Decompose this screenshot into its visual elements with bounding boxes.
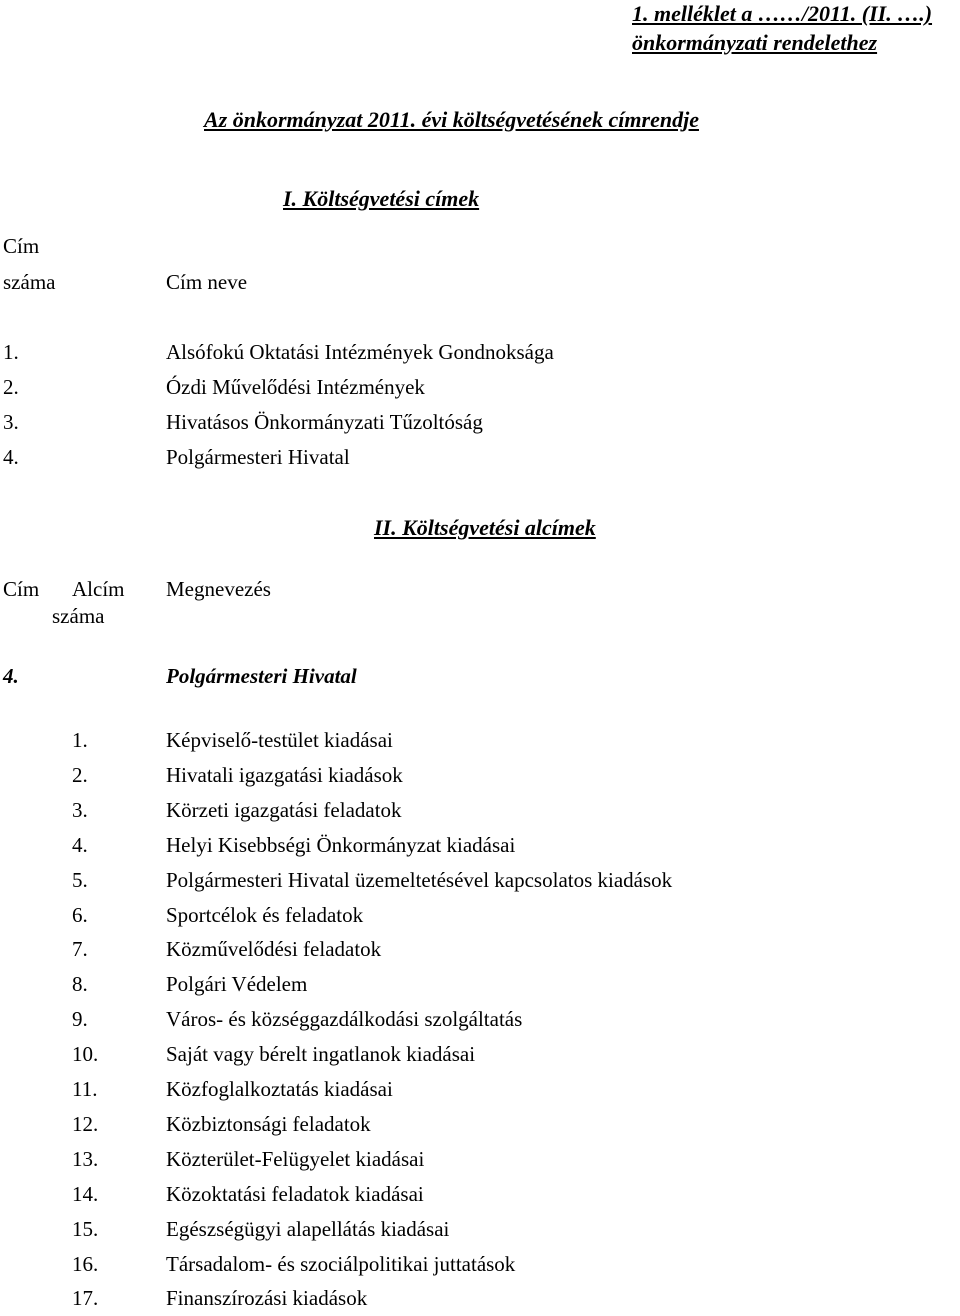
section-2-item: [0, 868, 960, 898]
section-2-item-name: Saját vagy bérelt ingatlanok kiadásai: [166, 1042, 476, 1066]
section-1-item-name: Alsófokú Oktatási Intézmények Gondnoksága: [166, 340, 554, 364]
section-1-item-name: Ózdi Művelődési Intézmények: [166, 375, 425, 399]
section-1-col-number-line2: száma: [3, 270, 56, 294]
section-2-col-alcim: Alcím: [72, 577, 125, 601]
section-2-item-number: 13.: [72, 1147, 99, 1171]
section-1-item-name: Polgármesteri Hivatal: [166, 445, 350, 469]
section-2-item-name: Körzeti igazgatási feladatok: [166, 798, 402, 822]
section-2-group-number: 4.: [3, 664, 19, 688]
section-1-item: [0, 340, 960, 370]
section-1-item: [0, 375, 960, 405]
section-1-item-number: 2.: [3, 375, 19, 399]
section-2-item-name: Polgármesteri Hivatal üzemeltetésével kapcsolatos kiadások: [166, 868, 673, 892]
section-2-item-number: 17.: [72, 1286, 99, 1310]
section-2-item-number: 2.: [72, 763, 88, 787]
section-2-item: [0, 937, 960, 967]
section-2-item-number: 16.: [72, 1252, 99, 1276]
section-2-item-number: 9.: [72, 1007, 88, 1031]
section-2-item-name: Egészségügyi alapellátás kiadásai: [166, 1217, 450, 1241]
section-2-item-name: Közbiztonsági feladatok: [166, 1112, 371, 1136]
section-1-item: [0, 410, 960, 440]
section-1-col-number-line1: Cím: [3, 234, 40, 258]
section-2-item-number: 5.: [72, 868, 88, 892]
section-2-item: [0, 1217, 960, 1247]
section-1-item-name: Hivatásos Önkormányzati Tűzoltóság: [166, 410, 483, 434]
section-2-group-name: Polgármesteri Hivatal: [166, 664, 357, 688]
section-2-item-number: 10.: [72, 1042, 99, 1066]
section-2-item: [0, 1286, 960, 1316]
section-1-item: [0, 445, 960, 475]
section-2-item: [0, 1042, 960, 1072]
section-2-item-number: 3.: [72, 798, 88, 822]
section-2-item-number: 6.: [72, 903, 88, 927]
section-2-col-cim: Cím: [3, 577, 40, 601]
section-2-item-number: 7.: [72, 937, 88, 961]
section-2-item-name: Hivatali igazgatási kiadások: [166, 763, 403, 787]
annex-line-1: 1. melléklet a ……/2011. (II. ….): [632, 1, 933, 26]
section-1-col-name: Cím neve: [166, 270, 248, 294]
section-2-item-name: Közoktatási feladatok kiadásai: [166, 1182, 424, 1206]
section-1-heading: I. Költségvetési címek: [283, 186, 480, 211]
section-2-item: [0, 972, 960, 1002]
section-2-item: [0, 1252, 960, 1282]
section-2-col-szama: száma: [52, 604, 105, 628]
annex-line-2: önkormányzati rendelethez: [632, 30, 878, 55]
section-2-item-name: Képviselő-testület kiadásai: [166, 728, 393, 752]
section-2-item: [0, 1007, 960, 1037]
section-2-item-number: 15.: [72, 1217, 99, 1241]
section-2-col-name: Megnevezés: [166, 577, 271, 601]
section-2-item-name: Polgári Védelem: [166, 972, 308, 996]
section-2-item-name: Város- és községgazdálkodási szolgáltatás: [166, 1007, 523, 1031]
section-1-item-number: 1.: [3, 340, 19, 364]
section-2-item: [0, 798, 960, 828]
section-2-item-name: Helyi Kisebbségi Önkormányzat kiadásai: [166, 833, 516, 857]
section-2-item-name: Finanszírozási kiadások: [166, 1286, 368, 1310]
section-2-item: [0, 833, 960, 863]
section-2-item-number: 4.: [72, 833, 88, 857]
section-2-heading: II. Költségvetési alcímek: [374, 515, 596, 540]
section-2-item-name: Közművelődési feladatok: [166, 937, 382, 961]
section-2-item: [0, 1147, 960, 1177]
section-2-item-name: Közterület-Felügyelet kiadásai: [166, 1147, 425, 1171]
section-2-item: [0, 1112, 960, 1142]
section-2-item-number: 1.: [72, 728, 88, 752]
section-2-item: [0, 763, 960, 793]
section-2-item-number: 14.: [72, 1182, 99, 1206]
section-2-item-number: 11.: [72, 1077, 98, 1101]
section-2-item: [0, 1077, 960, 1107]
section-2-item-name: Sportcélok és feladatok: [166, 903, 364, 927]
section-1-item-number: 4.: [3, 445, 19, 469]
section-1-item-number: 3.: [3, 410, 19, 434]
section-2-item-number: 12.: [72, 1112, 99, 1136]
section-2-item-number: 8.: [72, 972, 88, 996]
section-2-item-name: Társadalom- és szociálpolitikai juttatások: [166, 1252, 516, 1276]
section-2-item: [0, 903, 960, 933]
section-2-item: [0, 1182, 960, 1212]
section-2-item: [0, 728, 960, 758]
page-title: Az önkormányzat 2011. évi költségvetésének címrendje: [204, 107, 699, 132]
section-2-item-name: Közfoglalkoztatás kiadásai: [166, 1077, 393, 1101]
